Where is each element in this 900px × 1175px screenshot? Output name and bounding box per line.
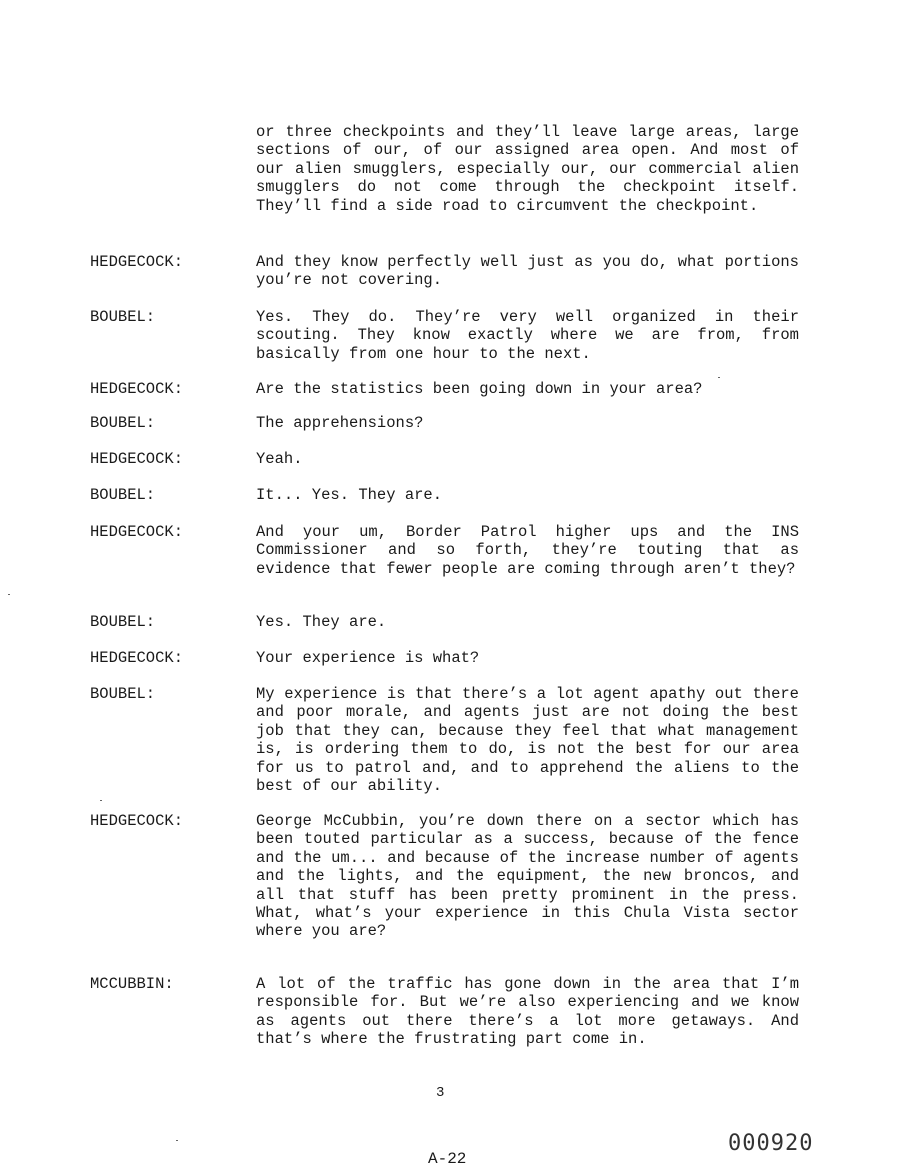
speaker-label: BOUBEL:	[90, 308, 156, 326]
utterance-text: Your experience is what?	[256, 649, 480, 667]
speaker-label: HEDGECOCK:	[90, 253, 184, 271]
utterance-text: And they know perfectly well just as you do, what portions you’re not covering.	[256, 253, 799, 290]
utterance-text: And your um, Border Patrol higher ups and the INS Commissioner and so forth, they’re touting that as evidence that fewer people are coming through aren’t they?	[256, 523, 799, 578]
utterance-text: A lot of the traffic has gone down in the area that I’m responsible for. But we’re also experiencing and we know as agents out there there’s a lot more getaways. And that’s where the frustrating part come in.	[256, 975, 799, 1049]
speaker-label: BOUBEL:	[90, 486, 156, 504]
speaker-label: HEDGECOCK:	[90, 523, 184, 541]
scan-speck	[176, 1140, 178, 1141]
utterance-text: It... Yes. They are.	[256, 486, 443, 504]
utterance-text: Are the statistics been going down in your area?	[256, 380, 703, 398]
speaker-label: HEDGECOCK:	[90, 450, 184, 468]
speaker-label: BOUBEL:	[90, 685, 156, 703]
speaker-label: MCCUBBIN:	[90, 975, 174, 993]
speaker-label: HEDGECOCK:	[90, 812, 184, 830]
page-number: 3	[436, 1085, 445, 1101]
utterance-text: The apprehensions?	[256, 414, 424, 432]
speaker-label: BOUBEL:	[90, 414, 156, 432]
appendix-page-label: A-22	[428, 1150, 467, 1168]
bates-number: 000920	[728, 1131, 814, 1156]
scan-speck	[718, 377, 720, 378]
utterance-text: Yeah.	[256, 450, 303, 468]
scan-speck	[8, 594, 10, 595]
utterance-text: Yes. They are.	[256, 613, 387, 631]
speaker-label: BOUBEL:	[90, 613, 156, 631]
utterance-text: Yes. They do. They’re very well organized in their scouting. They know exactly where we are from, from basically from one hour to the next.	[256, 308, 799, 363]
utterance-text: George McCubbin, you’re down there on a sector which has been touted particular as a success, because of the fence and the um... and because of the increase number of agents and the lights, and the equipment, the new broncos, and all that stuff has been pretty prominent in the press. What, what’s your experience in this Chula Vista sector where you are?	[256, 812, 799, 941]
scan-speck	[100, 800, 102, 801]
utterance-text: My experience is that there’s a lot agent apathy out there and poor morale, and agents just are not doing the best job that they can, because they feel that what management is, is ordering them to do, is not the best for our area for us to patrol and, and to apprehend the aliens to the best of our ability.	[256, 685, 799, 796]
continuation-text: or three checkpoints and they’ll leave large areas, large sections of our, of our assigned area open. And most of our alien smugglers, especially our, our commercial alien smugglers do not come through the checkpoint itself. They’ll find a side road to circumvent the checkpoint.	[256, 123, 799, 215]
speaker-label: HEDGECOCK:	[90, 380, 184, 398]
speaker-label: HEDGECOCK:	[90, 649, 184, 667]
